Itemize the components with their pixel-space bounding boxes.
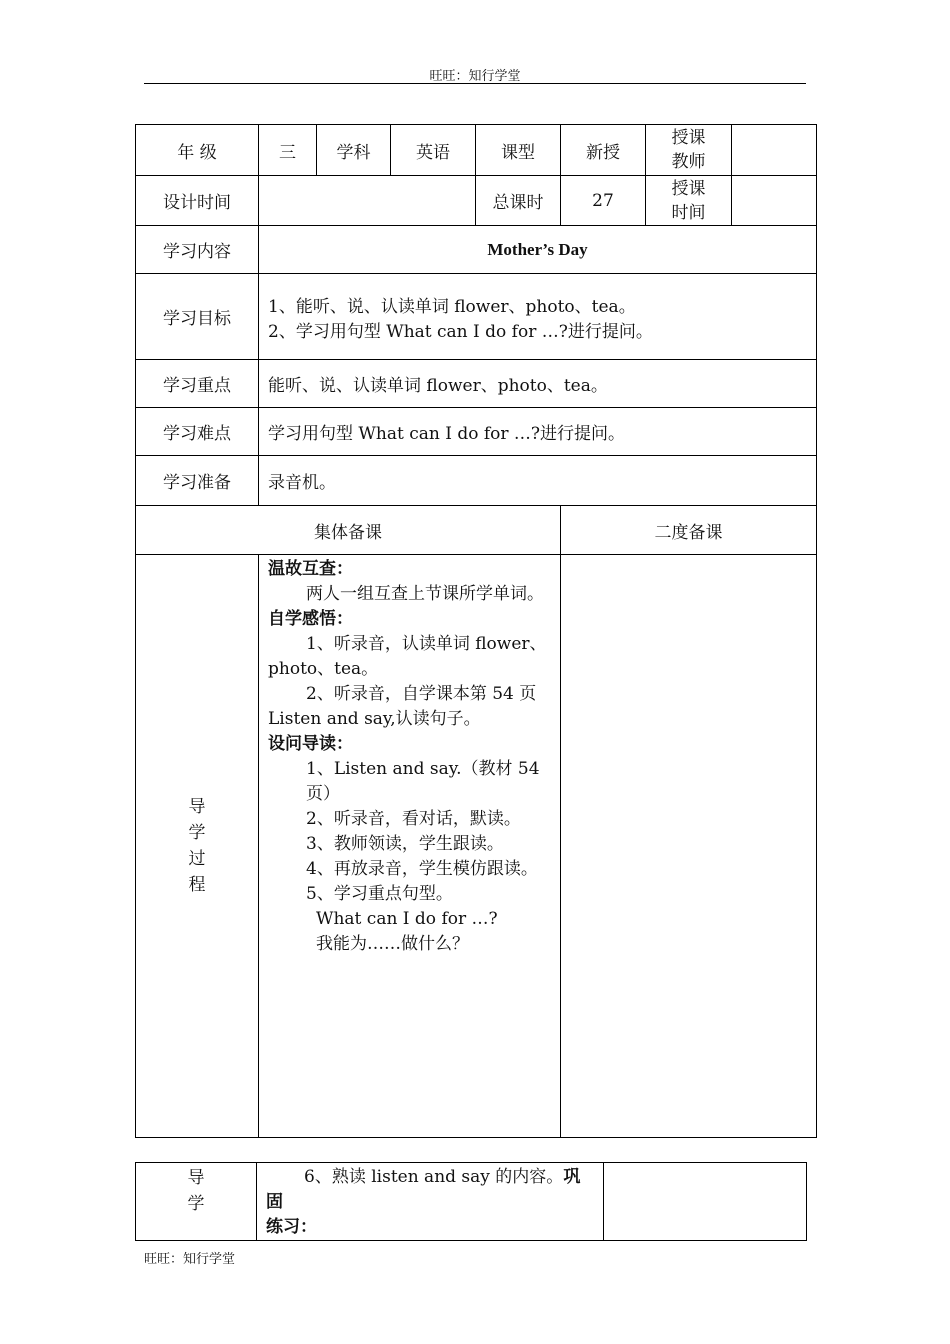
continuation-label-char: 导 bbox=[187, 1168, 205, 1188]
lesson-type-value: 新授 bbox=[561, 125, 646, 176]
teacher-label-line1: 授课 bbox=[671, 128, 706, 148]
continuation-secondary-prep bbox=[604, 1163, 807, 1241]
subject-value: 英语 bbox=[391, 125, 476, 176]
question-item-1: 1、Listen and say.（教材 54 页） bbox=[306, 759, 540, 804]
question-item-5: 5、学习重点句型。 bbox=[306, 884, 453, 904]
continuation-table bbox=[135, 1162, 807, 1241]
design-time-label: 设计时间 bbox=[136, 176, 259, 226]
key-sentence-en: What can I do for …? bbox=[316, 909, 498, 929]
preparation-label: 学习准备 bbox=[136, 456, 259, 506]
self-study-title: 自学感悟： bbox=[268, 609, 353, 629]
question-item-3: 3、教师领读，学生跟读。 bbox=[306, 834, 504, 854]
guide-label-char: 导 bbox=[188, 797, 206, 817]
practice-title-part1: 巩固 bbox=[266, 1167, 581, 1212]
teacher-label-line2: 教师 bbox=[671, 152, 706, 172]
guide-label-char: 过 bbox=[188, 849, 206, 869]
content-label: 学习内容 bbox=[136, 226, 259, 274]
subject-label: 学科 bbox=[317, 125, 391, 176]
key-points-value: 能听、说、认读单词 flower、photo、tea。 bbox=[259, 360, 817, 408]
goal-1: 1、能听、说、认读单词 flower、photo、tea。 bbox=[268, 296, 636, 317]
continuation-label-char: 学 bbox=[187, 1194, 205, 1214]
self-study-item-2: 2、听录音，自学课本第 54 页 Listen and say,认读句子。 bbox=[268, 684, 537, 729]
guided-questions-title: 设问导读： bbox=[268, 734, 353, 754]
review-text: 两人一组互查上节课所学单词。 bbox=[306, 584, 544, 604]
goal-2: 2、学习用句型 What can I do for …?进行提问。 bbox=[268, 321, 653, 342]
self-study-item-1: 1、听录音，认读单词 flower、photo、tea。 bbox=[268, 634, 547, 679]
page-footer: 旺旺：知行学堂 bbox=[144, 1252, 236, 1267]
lesson-type-label: 课型 bbox=[476, 125, 561, 176]
question-item-2: 2、听录音，看对话，默读。 bbox=[306, 809, 521, 829]
page-header: 旺旺：知行学堂 bbox=[429, 69, 521, 84]
guide-label-char: 程 bbox=[188, 875, 206, 895]
teacher-label bbox=[646, 125, 732, 176]
difficulties-label: 学习难点 bbox=[136, 408, 259, 456]
total-periods-label: 总课时 bbox=[476, 176, 561, 226]
lesson-plan-table bbox=[135, 124, 817, 1138]
goals-label: 学习目标 bbox=[136, 274, 259, 360]
key-points-label: 学习重点 bbox=[136, 360, 259, 408]
class-time-label bbox=[646, 176, 732, 226]
practice-title-part2: 练习： bbox=[266, 1217, 317, 1237]
review-title: 温故互查： bbox=[268, 559, 353, 579]
guide-label-char: 学 bbox=[188, 823, 206, 843]
question-item-4: 4、再放录音，学生模仿跟读。 bbox=[306, 859, 538, 879]
header-divider bbox=[144, 83, 806, 84]
goals-value bbox=[259, 274, 817, 360]
continuation-item-6: 6、熟读 listen and say 的内容。 bbox=[304, 1167, 564, 1187]
design-time-value bbox=[259, 176, 476, 226]
teacher-value bbox=[732, 125, 817, 176]
total-periods-value: 27 bbox=[561, 176, 646, 226]
continuation-label bbox=[136, 1163, 257, 1241]
grade-label: 年 级 bbox=[136, 125, 259, 176]
difficulties-value: 学习用句型 What can I do for …?进行提问。 bbox=[259, 408, 817, 456]
key-sentence-cn: 我能为……做什么？ bbox=[316, 934, 469, 954]
grade-value: 三 bbox=[259, 125, 317, 176]
collective-prep-content bbox=[259, 555, 561, 1138]
class-time-label-line1: 授课 bbox=[671, 178, 706, 199]
continuation-content bbox=[257, 1163, 604, 1241]
preparation-value: 录音机。 bbox=[259, 456, 817, 506]
secondary-prep-content bbox=[561, 555, 817, 1138]
collective-prep-header: 集体备课 bbox=[136, 506, 561, 555]
lesson-title: Mother’s Day bbox=[259, 226, 817, 274]
secondary-prep-header: 二度备课 bbox=[561, 506, 817, 555]
class-time-label-line2: 时间 bbox=[671, 202, 706, 223]
class-time-value bbox=[732, 176, 817, 226]
guide-process-label bbox=[136, 555, 259, 1138]
